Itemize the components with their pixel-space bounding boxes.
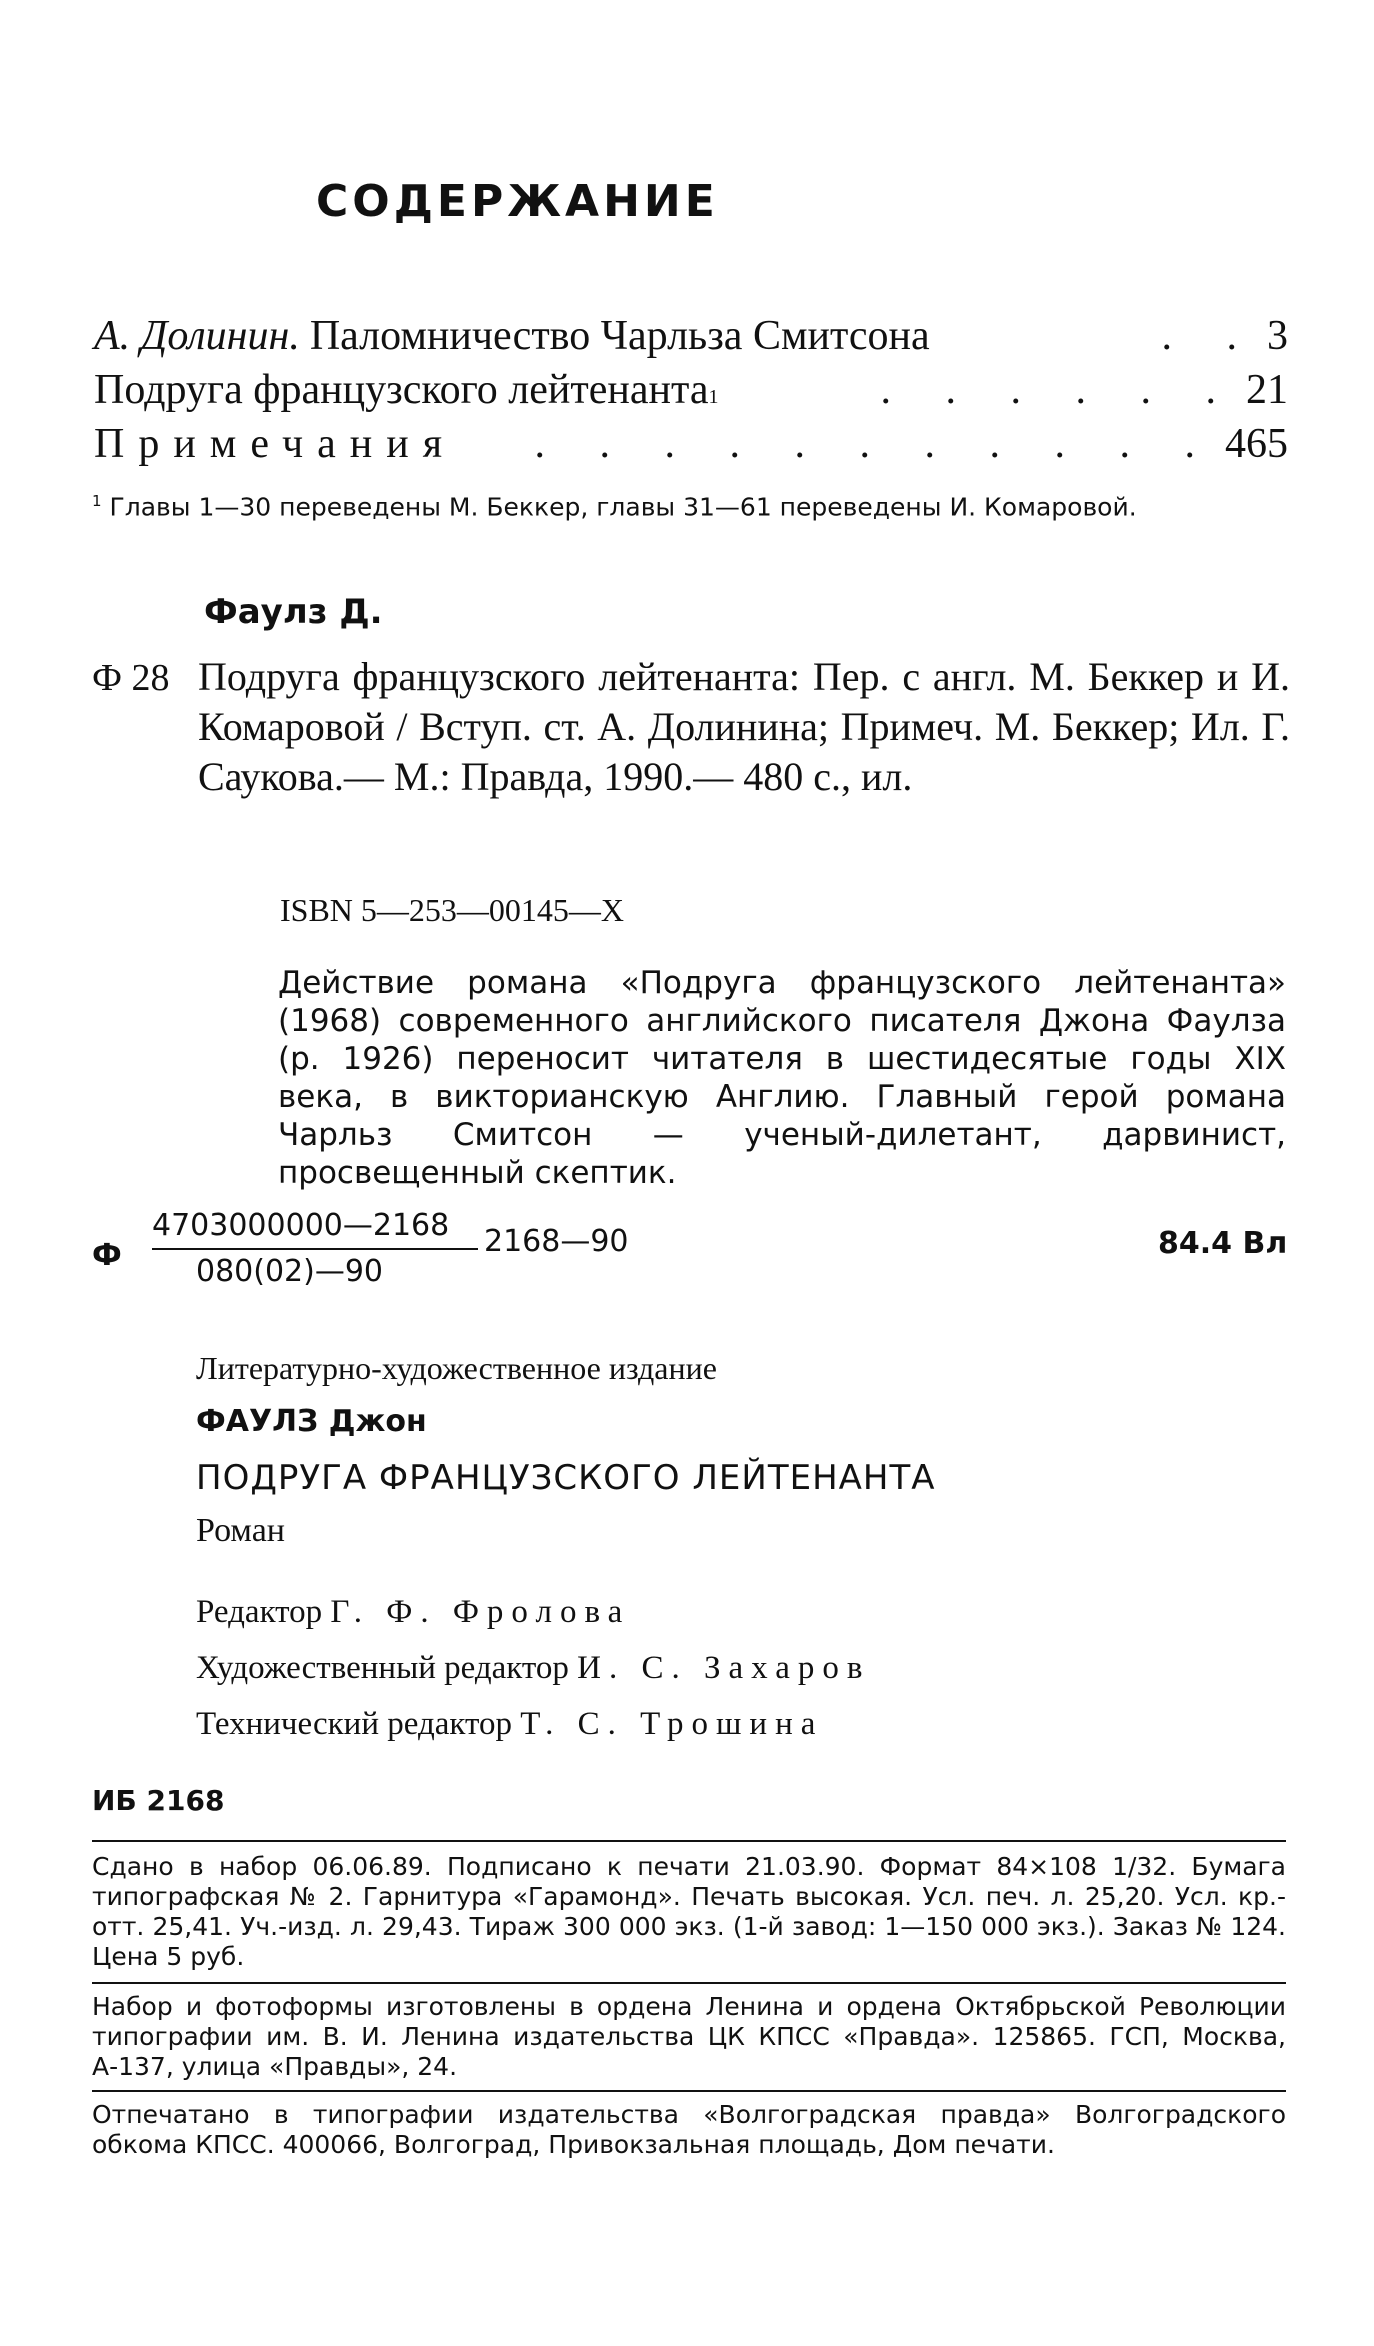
toc-entry-title: Подруга французского лейтенанта xyxy=(94,367,709,413)
divider xyxy=(92,2090,1286,2092)
footnote-marker: 1 xyxy=(708,386,719,408)
editor-label: Редактор xyxy=(196,1594,323,1630)
toc-entry[interactable] xyxy=(94,312,1288,364)
bbk-code: 84.4 Вл xyxy=(1158,1226,1288,1261)
footnote-mark: 1 xyxy=(92,492,102,510)
imprint-title: ПОДРУГА ФРАНЦУЗСКОГО ЛЕЙТЕНАНТА xyxy=(196,1458,936,1498)
ib-number: ИБ 2168 xyxy=(92,1784,225,1817)
toc-entry[interactable] xyxy=(94,420,1288,472)
tech-editor-line xyxy=(196,1706,823,1743)
imprint-genre: Роман xyxy=(196,1512,285,1549)
toc-page-number: 3 xyxy=(1267,313,1288,359)
divider xyxy=(92,1840,1286,1842)
index-letter: Ф xyxy=(92,1238,122,1273)
toc-entry-title: Паломничество Чарльза Смитсона xyxy=(309,313,930,359)
catalog-description: Подруга французского лейтенанта: Пер. с англ. М. Беккер и И. Комаровой / Вступ. ст. А. Долинина; Примеч. М. Беккер; Ил. Г. Саукова.— М.: Правда, 1990.— 480 с., ил. xyxy=(198,654,1290,799)
catalog-code: Ф 28 xyxy=(92,657,170,699)
art-editor-label: Художественный редактор xyxy=(196,1650,569,1686)
toc-page-number: 465 xyxy=(1225,421,1288,467)
art-editor-line xyxy=(196,1650,870,1687)
toc-leader: . . xyxy=(1161,313,1259,359)
fraction-right: 2168—90 xyxy=(484,1224,629,1259)
fraction-numerator: 4703000000—2168 xyxy=(152,1208,450,1243)
isbn: ISBN 5—253—00145—X xyxy=(280,892,625,928)
edition-type: Литературно-художественное издание xyxy=(196,1350,717,1386)
toc-entry[interactable] xyxy=(94,366,1288,418)
tech-editor-label: Технический редактор xyxy=(196,1706,512,1742)
annotation: Действие романа «Подруга французского лейтенанта» (1968) современного английского писателя Джона Фаулза (р. 1926) переносит читателя в шестидесятые годы XIX века, в викторианскую Англию. Главный герой романа Чарльз Смитсон — ученый-дилетант, дарвинист, просвещенный скептик. xyxy=(278,965,1286,1191)
toc-leader: . . . . . . . . . . . xyxy=(534,421,1217,467)
contents-title: СОДЕРЖАНИЕ xyxy=(316,176,719,227)
divider xyxy=(92,1982,1286,1984)
art-editor-name: И. С. Захаров xyxy=(577,1650,871,1686)
fraction-bar xyxy=(152,1248,478,1250)
footnote xyxy=(92,492,1137,521)
toc-leader: . . . . . . xyxy=(880,367,1238,413)
toc-entry-title: Примечания xyxy=(94,421,457,467)
imprint-author: ФАУЛЗ Джон xyxy=(196,1404,427,1439)
toc-entry-author: А. Долинин. xyxy=(94,313,300,359)
typesetting-info: Набор и фотоформы изготовлены в ордена Ленина и ордена Октябрьской Революции типографии им. В. И. Ленина издательства ЦК КПСС «Правда». 125865. ГСП, Москва, А-137, улица «Правды», 24. xyxy=(92,1992,1286,2081)
print-details: Сдано в набор 06.06.89. Подписано к печати 21.03.90. Формат 84×108 1/32. Бумага типографская № 2. Гарнитура «Гарамонд». Печать высокая. Усл. печ. л. 25,20. Усл. кр.-отт. 25,41. Уч.-изд. л. 29,43. Тираж 300 000 экз. (1-й завод: 1—150 000 экз.). Заказ № 124. Цена 5 руб. xyxy=(92,1852,1286,1971)
editor-name: Г. Ф. Фролова xyxy=(330,1594,631,1630)
editor-line xyxy=(196,1594,630,1631)
catalog-author: Фаулз Д. xyxy=(204,592,383,632)
tech-editor-name: Т. С. Трошина xyxy=(520,1706,824,1742)
fraction-denominator: 080(02)—90 xyxy=(196,1254,384,1289)
footnote-text: Главы 1—30 переведены М. Беккер, главы 31—61 переведены И. Комаровой. xyxy=(109,492,1137,522)
toc-page-number: 21 xyxy=(1246,367,1288,413)
printed-at: Отпечатано в типографии издательства «Волгоградская правда» Волгоградского обкома КПСС. 400066, Волгоград, Привокзальная площадь, Дом печати. xyxy=(92,2100,1286,2159)
